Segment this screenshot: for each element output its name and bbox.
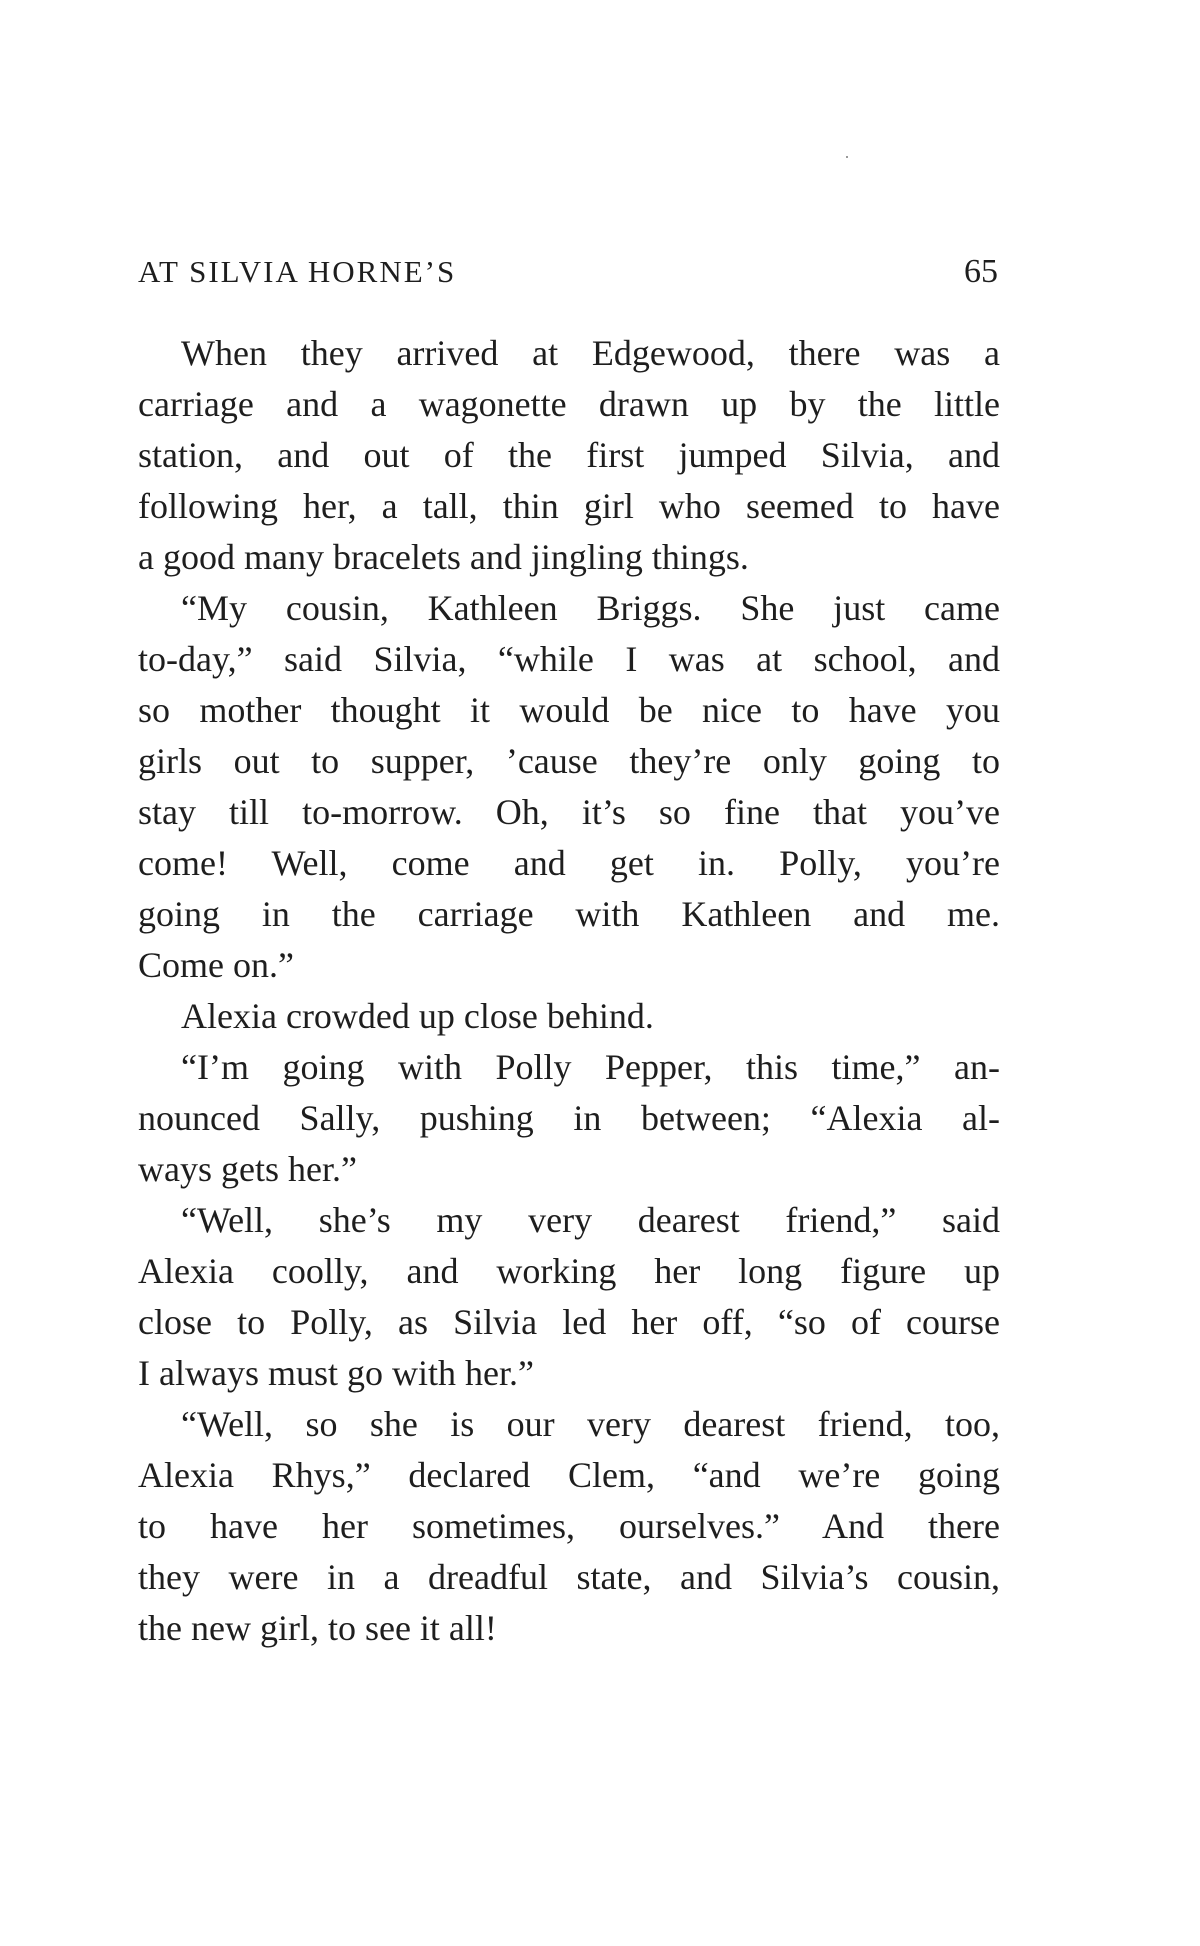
- running-head: [138, 247, 998, 297]
- text-line: station, and out of the first jumped Silvia, and: [138, 435, 1000, 475]
- text-line: close to Polly, as Silvia led her off, “so of course: [138, 1302, 1000, 1342]
- text-line: Alexia Rhys,” declared Clem, “and we’re going: [138, 1455, 1000, 1495]
- text-line: they were in a dreadful state, and Silvia’s cousin,: [138, 1557, 1000, 1597]
- text-line: stay till to-morrow. Oh, it’s so fine that you’ve: [138, 792, 1000, 832]
- text-line: “I’m going with Polly Pepper, this time,” an-: [181, 1047, 1000, 1087]
- text-line: going in the carriage with Kathleen and me.: [138, 894, 1000, 934]
- text-line: Alexia crowded up close behind.: [181, 996, 654, 1036]
- text-line: I always must go with her.”: [138, 1353, 534, 1393]
- text-line: to have her sometimes, ourselves.” And there: [138, 1506, 1000, 1546]
- text-line: the new girl, to see it all!: [138, 1608, 497, 1648]
- text-line: Alexia coolly, and working her long figure up: [138, 1251, 1000, 1291]
- text-line: girls out to supper, ’cause they’re only going to: [138, 741, 1000, 781]
- text-line: When they arrived at Edgewood, there was a: [181, 333, 1000, 373]
- text-line: come! Well, come and get in. Polly, you’re: [138, 843, 1000, 883]
- text-line: following her, a tall, thin girl who seemed to have: [138, 486, 1000, 526]
- text-line: “Well, so she is our very dearest friend, too,: [181, 1404, 1000, 1444]
- text-line: ways gets her.”: [138, 1149, 357, 1189]
- text-line: carriage and a wagonette drawn up by the little: [138, 384, 1000, 424]
- text-line: “Well, she’s my very dearest friend,” said: [181, 1200, 1000, 1240]
- text-line: a good many bracelets and jingling things.: [138, 537, 749, 577]
- text-line: nounced Sally, pushing in between; “Alexia al-: [138, 1098, 1000, 1138]
- text-line: to-day,” said Silvia, “while I was at school, and: [138, 639, 1000, 679]
- page-number: 65: [964, 253, 998, 290]
- running-title: AT SILVIA HORNE’S: [138, 254, 457, 289]
- text-line: Come on.”: [138, 945, 294, 985]
- text-line: “My cousin, Kathleen Briggs. She just came: [181, 588, 1000, 628]
- text-line: so mother thought it would be nice to have you: [138, 690, 1000, 730]
- paper-speck: [846, 156, 848, 158]
